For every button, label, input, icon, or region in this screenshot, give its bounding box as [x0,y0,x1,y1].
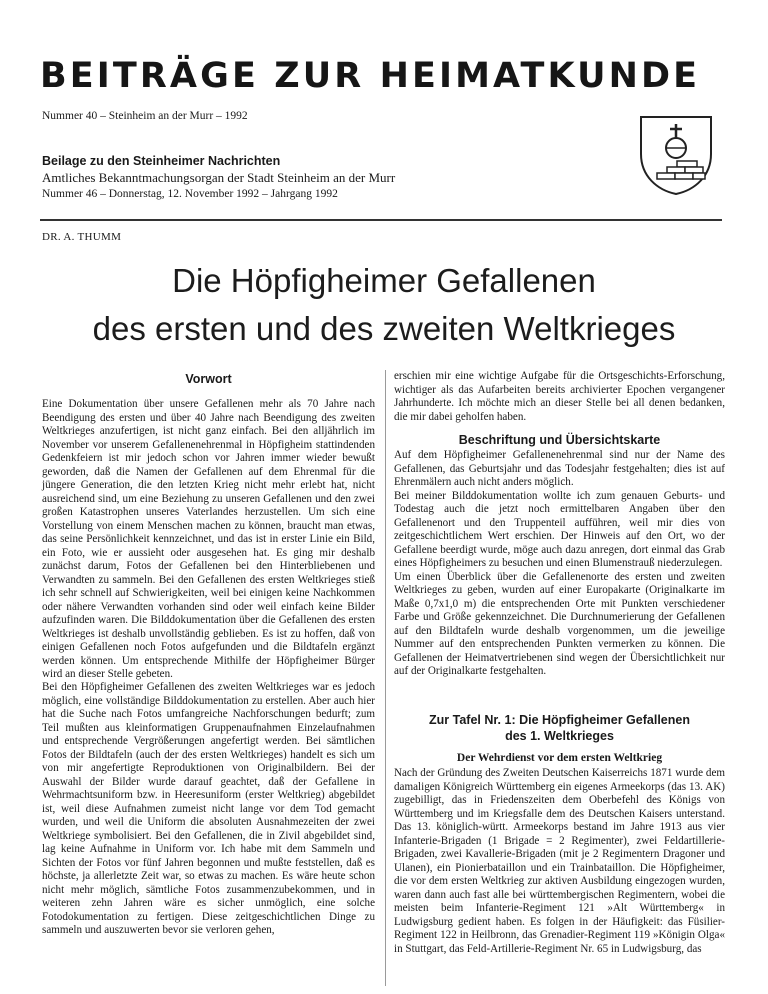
column-divider [385,370,386,986]
steinheim-coat-of-arms-icon [637,114,715,196]
supplement-title: Beilage zu den Steinheimer Nachrichten [42,154,281,168]
beschriftung-paragraph-1: Auf dem Höpfigheimer Gefallenenehrenmal sind nur der Name des Gefallenen, das Geburtsjahr und das Todesjahr festgehalten; dies ist auf Ehrenmälern auch nicht anders möglich. [394,449,725,488]
tafel-1-heading-line-1: Zur Tafel Nr. 1: Die Höpfigheimer Gefallenen [429,713,690,727]
beschriftung-paragraph-3: Um einen Überblick über die Gefallenenorte des ersten und zweiten Weltkrieges zu geben, wurden auf einer Europakarte (Originalkarte im Maße 0,7x1,0 m) die entsprechenden Orte mit Punkten verschiedener Farbe und Größe gekennzeichnet. Die Durchnumerierung der Gefallenen auf den Bildtafeln wurde deshalb vorgenommen, um die jeweilige Nummer auf den entsprechenden Punkten vermerken zu können. Die Gefallenen der Heimatvertriebenen sind wegen der Übersichtlichkeit nur auf der Originalkarte festgehalten. [394,570,725,677]
article-headline-line-1: Die Höpfigheimer Gefallenen [172,262,596,299]
tafel-1-subheading: Der Wehrdienst vor dem ersten Weltkrieg [456,752,663,764]
tafel-1-heading [394,713,725,744]
tafel-1-heading-line-2: des 1. Weltkrieges [505,728,614,743]
masthead-title: BEITRÄGE ZUR HEIMATKUNDE [40,56,701,96]
vorwort-heading: Vorwort [185,372,232,386]
vorwort-paragraph-1: Eine Dokumentation über unsere Gefallenen mehr als 70 Jahre nach Beendigung des ersten und über 40 Jahre nach Beendigung des zweiten Weltkrieges anzufertigen, ist nicht ganz einfach. Bei den alljährlich im November vor unserem Gefallenenehrenmal in Höpfigheim stattindenden Gedenkfeiern ist mir jedoch schon vor Jahren immer wieder bewußt geworden, daß die Namen der Gefallenen auf dem Ehrenmal für die jüngere Generation, die den letzten Krieg nicht mehr erlebt hat, nicht ausreichend sind, um eine Beziehung zu unseren Gefallenen und den zwei großen Katastrophen unseres Vaterlandes herzustellen. Um sich eine Vorstellung von einem Menschen machen zu können, braucht man etwas, das seine Persönlichkeit kennzeichnet, und das ist in erster Linie ein Bild, ein Foto, wie er aussieht oder ausgesehen hat. Es ging mir deshalb zunächst darum, Fotos der Gefallenen bei den Hinterbliebenen und Verwandten zu sammeln. Bei den Gefallenen des ersten Weltkrieges stieß ich sehr schnell auf Schwierigkeiten, weil bei einigen keine Nachkommen oder nähere Verwandten vorhanden sind oder weil einfach keine Bilder aufzufinden waren. Die Bilddokumentation über die Gefallenen des ersten Weltkrieges ist deshalb unvollständig geblieben. Es ist zu hoffen, daß von einigen Gefallenen noch Fotos aufgefunden und die Bildtafeln ergänzt werden können. Um entsprechende Mithilfe der Höpfigheimer Bürger wird an dieser Stelle gebeten. [42,398,375,680]
gazette-line: Amtliches Bekanntmachungsorgan der Stadt Steinheim an der Murr [42,170,396,185]
edition-line: Nummer 46 – Donnerstag, 12. November 1992 – Jahrgang 1992 [42,188,338,200]
beschriftung-text [394,449,725,679]
tafel-1-paragraph-1: Nach der Gründung des Zweiten Deutschen Kaiserreichs 1871 wurde dem damaligen Königreich Württemberg ein eigenes Armeekorps (das 13. AK) zugebilligt, das in Friedenszeiten dem Oberbefehl des Königs von Württemberg und im Kriegsfalle dem des Deutschen Kaisers unterstand. Das 13. königlich-württ. Armeekorps bestand im Jahre 1913 aus vier Infanterie-Brigaden (1 Brigade = 2 Regimenter), zwei Feldartillerie-Brigaden, zwei Kavallerie-Brigaden (mit je 2 Regimentern Dragoner und Ulanen), ein Pionierbataillon und ein Trainbataillon. Die Höpfigheimer, die vor dem ersten Weltkrieg zur aktiven Ausbildung eingezogen wurden, waren dann auch fast alle bei württembergischen Regimentern, wobei die meisten beim Infanterie-Regiment 121 »Alt Württemberg« in Ludwigsburg gedient haben. Es folgen in der Häufigkeit: das Füsilier-Regiment 122 in Heilbronn, das Grenadier-Regiment 119 »Königin Olga« in Stuttgart, das Feld-Artillerie-Regiment Nr. 65 in Ludwigsburg, das [394,767,725,955]
author-name: DR. A. THUMM [42,231,122,243]
issue-line: Nummer 40 – Steinheim an der Murr – 1992 [42,110,248,122]
vorwort-paragraph-3: erschien mir eine wichtige Aufgabe für die Ortsgeschichts-Erforschung, wichtiger als das Aufarbeiten bereits archivierter Epochen vergangener Jahrhunderte. Ich möchte mich an dieser Stelle bei all denen bedanken, die mir dabei geholfen haben. [394,370,725,423]
header-rule [40,219,722,221]
vorwort-paragraph-2: Bei den Höpfigheimer Gefallenen des zweiten Weltkrieges war es jedoch möglich, eine vollständige Bilddokumentation zu erstellen. Aber auch hier hat die Suche nach Fotos umfangreiche Nachforschungen bedurft; zum Teil mußten aus kleinformatigen Gruppenaufnahmen Einzelaufnahmen und entsprechende Vergrößerungen angefertigt werden. Bei sämtlichen Fotos der Bildtafeln (auch der des ersten Weltkrieges) handelt es sich um von mir angefertigte Reproduktionen von Originalbildern. Bei der Auswahl der Bilder wurde darauf geachtet, daß der Gefallene in Wehrmachtsuniform bzw. in Heeresuniform (erster Weltkrieg) abgebildet ist, weil diese Aufnahmen zumeist nicht lange vor dem Tod gemacht wurden, und weil die Uniform die absoluten Ausnahmezeiten der zwei Weltkriege symbolisiert. Bei den Gefallenen, die in Zivil abgebildet sind, lag keine Aufnahme in Uniform vor. Ich habe mit dem Sammeln und Sichten der Fotos vor fünf Jahren begonnen und mußte feststellen, daß es höchste, ja allerletzte Zeit war, so etwas zu machen. Es wäre heute schon nicht mehr möglich, sämtliche Fotos zusammenzubekommen, und in weiteren zehn Jahren wäre es sicher unmöglich, eine solche Fotodokumentation zu fertigen. Diese zeitgeschichtlichen Dinge zu sammeln und auszuwerten bevor sie verloren gehen, [42,681,375,936]
beschriftung-paragraph-2: Bei meiner Bilddokumentation wollte ich zum genauen Geburts- und Todestag auch die jetzt noch ermittelbaren Angaben über den Gefallenenort und den Truppenteil aufführen, weil mir dies von zeitgeschichtlichem Wert erschien. Der Hinweis auf den Ort, wo der Gefallene beerdigt wurde, möge auch dazu anregen, dort einmal das Grab eines Höpfigheimers zu besuchen und einen Blumenstrauß niederzulegen. [394,489,725,569]
article-headline-line-2: des ersten und des zweiten Weltkrieges [92,310,676,347]
beschriftung-heading: Beschriftung und Übersichtskarte [458,433,661,447]
